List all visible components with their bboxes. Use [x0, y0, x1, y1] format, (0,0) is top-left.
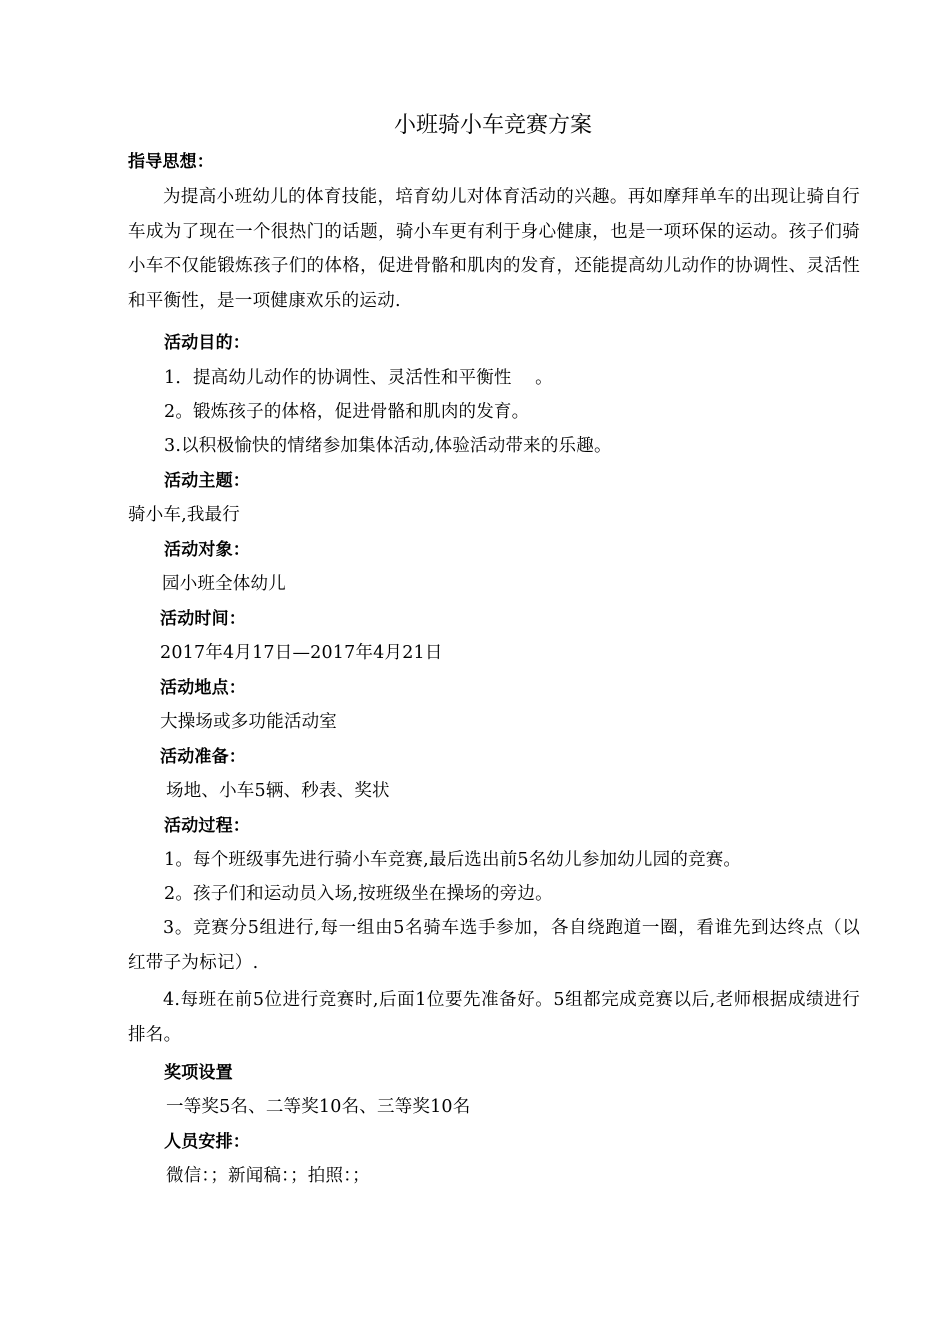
- place-heading: 活动地点：: [160, 678, 246, 698]
- goal-item: 1．提高幼儿动作的协调性、灵活性和平衡性 。: [164, 368, 553, 388]
- guiding-heading: 指导思想：: [128, 152, 214, 172]
- theme-text: 骑小车,我最行: [128, 505, 240, 525]
- goal-item: 2。锻炼孩子的体格，促进骨骼和肌肉的发育。: [164, 402, 530, 422]
- theme-heading: 活动主题：: [164, 471, 250, 491]
- goals-heading: 活动目的：: [164, 333, 250, 353]
- place-text: 大操场或多功能活动室: [160, 712, 337, 732]
- process-heading: 活动过程：: [164, 816, 250, 836]
- process-step: 4.每班在前5位进行竞赛时,后面1位要先准备好。5组都完成竞赛以后,老师根据成绩进行排名。: [128, 990, 860, 1045]
- process-step: 1。每个班级事先进行骑小车竞赛,最后选出前5名幼儿参加幼儿园的竞赛。: [164, 850, 742, 870]
- staff-heading: 人员安排：: [164, 1132, 250, 1152]
- time-heading: 活动时间：: [160, 609, 246, 629]
- time-text: 2017年4月17日—2017年4月21日: [160, 643, 443, 663]
- target-text: 园小班全体幼儿: [162, 574, 286, 594]
- awards-text: 一等奖5名、二等奖10名、三等奖10名: [166, 1097, 471, 1117]
- document-title: 小班骑小车竞赛方案: [393, 113, 592, 138]
- goal-item: 3.以积极愉快的情绪参加集体活动,体验活动带来的乐趣。: [164, 436, 612, 456]
- guiding-paragraph: 为提高小班幼儿的体育技能，培育幼儿对体育活动的兴趣。再如摩拜单车的出现让骑自行车成为了现在一个很热门的话题，骑小车更有利于身心健康，也是一项环保的运动。孩子们骑小车不仅能锻炼孩子们的体格，促进骨骼和肌肉的发育，还能提高幼儿动作的协调性、灵活性和平衡性，是一项健康欢乐的运动.: [128, 187, 860, 311]
- process-step: 3。竞赛分5组进行,每一组由5名骑车选手参加，各自绕跑道一圈，看谁先到达终点（以红带子为标记）.: [128, 918, 860, 973]
- prep-text: 场地、小车5辆、秒表、奖状: [166, 781, 390, 801]
- staff-text: 微信：；新闻稿：；拍照：；: [166, 1166, 370, 1186]
- process-step: 2。孩子们和运动员入场,按班级坐在操场的旁边。: [164, 884, 553, 904]
- target-heading: 活动对象：: [164, 540, 250, 560]
- prep-heading: 活动准备：: [160, 747, 246, 767]
- awards-heading: 奖项设置: [164, 1063, 233, 1083]
